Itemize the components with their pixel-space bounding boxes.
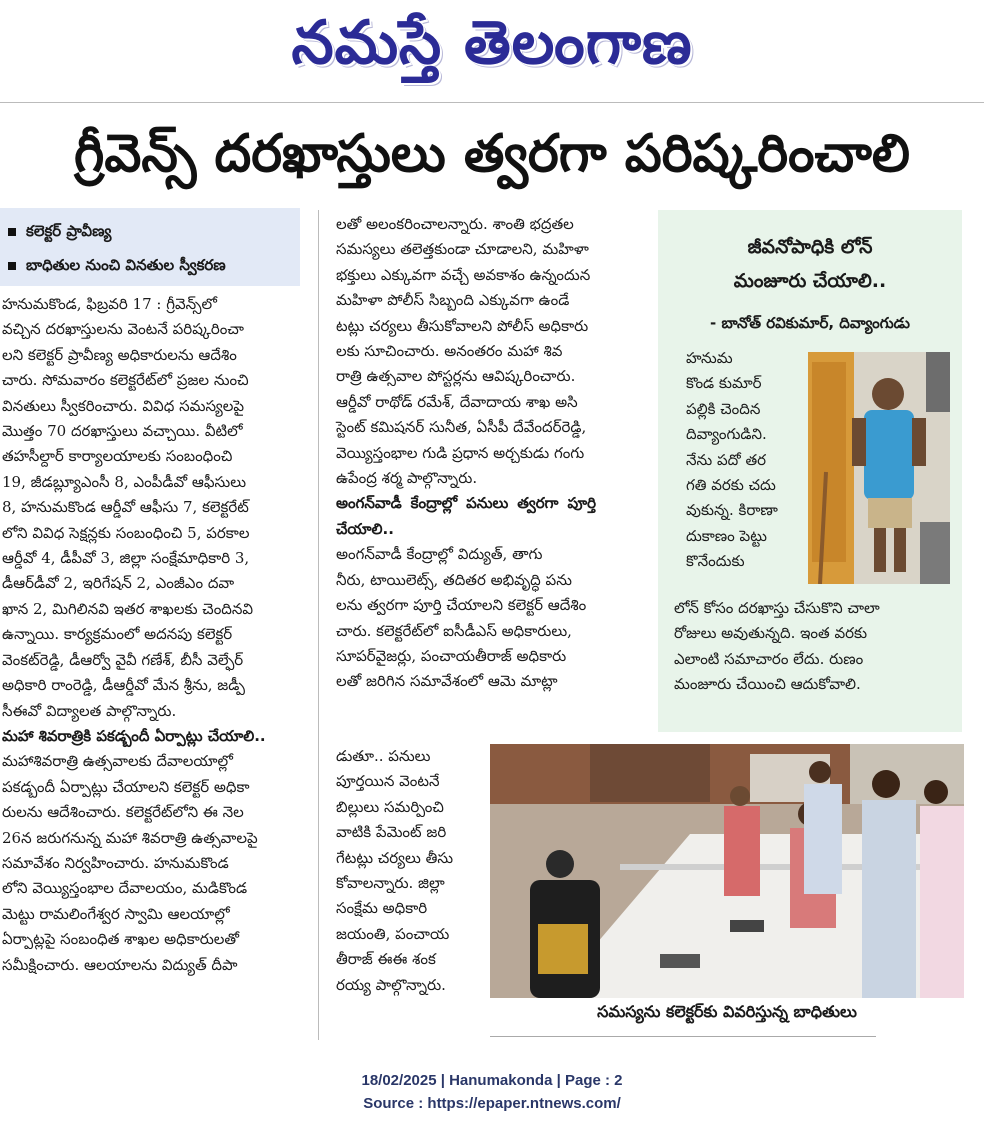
highlight-item: బాధితుల నుంచి వినతుల స్వీకరణ xyxy=(8,256,294,278)
highlights-box xyxy=(0,208,300,286)
headline: గ్రీవెన్స్ దరఖాస్తులు త్వరగా పరిష్కరించాలి xyxy=(74,124,910,184)
sidebar-heading: జీవనోపాధికి లోన్ మంజూరు చేయాలి.. xyxy=(733,236,887,292)
newspaper-logo: నమస్తే తెలంగాణ xyxy=(291,8,693,78)
article-column-2: లతో అలంకరించాలన్నారు. శాంతి భద్రతల సమస్యలు తలెత్తకుండా చూడాలని, మహిళా భక్తులు ఎక్కువగా వచ్చే అవకాశం ఉన్నందున మహిళా పోలీస్ సిబ్బంది ఎక్కువగా ఉండే టట్లు చర్యలు తీసుకోవాలని పోలీస్ అధికారు లకు సూచించారు. అనంతరం మహా శివ రాత్రి ఉత్సవాల పోస్టర్లను ఆవిష్కరించారు. ఆర్డీవో రాథోడ్ రమేశ్, దేవాదాయ శాఖ అసి స్టెంట్ కమిషనర్ సునీత, ఏసీపీ దేవేందర్‌రెడ్డి, వెయ్యిస్తంభాల గుడి ప్రధాన అర్చకుడు గంగు ఉపేంద్ర శర్మ పాల్గొన్నారు. అంగన్‌వాడీ కేంద్రాల్లో పనులు త్వరగా పూర్తి చేయాలి.. అంగన్‌వాడీ కేంద్రాల్లో విద్యుత్, తాగు నీరు, టాయిలెట్స్, తదితర అభివృద్ధి పను లను త్వరగా పూర్తి చేయాలని కలెక్టర్ ఆదేశిం చారు. కలెక్టరేట్‌లో ఐసీడీఎస్ అధికారులు, సూపర్‌వైజర్లు, పంచాయతీరాజ్ అధికారు లతో జరిగిన సమావేశంలో ఆమె మాట్లా xyxy=(336,215,596,691)
masthead xyxy=(0,0,984,100)
sidebar-box xyxy=(658,210,962,732)
article-column-1: హనుమకొండ, ఫిబ్రవరి 17 : గ్రీవెన్స్‌లో వచ్చిన దరఖాస్తులను వెంటనే పరిష్కరించా లని కలెక్టర్ ప్రావీణ్య అధికారులను ఆదేశిం చారు. సోమవారం కలెక్టరేట్‌లో ప్రజల నుంచి వినతులు స్వీకరించారు. వివిధ సమస్యలపై మొత్తం 70 దరఖాస్తులు వచ్చాయి. వీటిలో తహసీల్దార్ కార్యాలయాలకు సంబంధించి 19, జీడబ్ల్యూఎంసీ 8, ఎంపీడీవో ఆఫీసులు 8, హనుమకొండ ఆర్డీవో ఆఫీసు 7, కలెక్టరేట్ లోని వివిధ సెక్షన్లకు సంబంధించి 5, పరకాల ఆర్డీవో 4, డీపీవో 3, జిల్లా సంక్షేమాధికారి 3, డీఆర్‌డీవో 2, ఇరిగేషన్ 2, ఎంజీఎం దవా ఖాన 2, మిగిలినవి ఇతర శాఖలకు చెందినవి ఉన్నాయి. కార్యక్రమంలో అదనపు కలెక్టర్ వెంకట్‌రెడ్డి, డీఆర్వో వైవీ గణేశ్, బీసీ వెల్ఫేర్ అధికారి రాంరెడ్డి, డీఆర్డీవో మేన శ్రీను, జడ్పీ సీఈవో విద్యాలత పాల్గొన్నారు. మహా శివరాత్రికి పకడ్బందీ ఏర్పాట్లు చేయాలి.. మహాశివరాత్రి ఉత్సవాలకు దేవాలయాల్లో పకడ్బందీ ఏర్పాట్లు చేయాలని కలెక్టర్ అధికా రులను ఆదేశించారు. కలెక్టరేట్‌లోని ఈ నెల 26న జరుగనున్న మహా శివరాత్రి ఉత్సవాలపై సమావేశం నిర్వహించారు. హనుమకొండ లోని వెయ్యిస్తంభాల దేవాలయం, మడికొండ మెట్టు రామలింగేశ్వర స్వామి ఆలయాల్లో ఏర్పాట్లపై సంబంధిత శాఖల అధికారులతో సమీక్షించారు. ఆలయాలను విద్యుత్ దీపా xyxy=(2,292,302,978)
subheading: అంగన్‌వాడీ కేంద్రాల్లో పనులు త్వరగా పూర్తి చేయాలి.. xyxy=(336,494,596,538)
meeting-photo xyxy=(490,744,964,998)
caption-rule xyxy=(490,1036,876,1037)
highlight-item: కలెక్టర్ ప్రావీణ్య xyxy=(8,222,294,244)
sidebar-author: - బానోత్ రవికుమార్, దివ్యాంగుడు xyxy=(710,314,910,332)
article-column-2-wrap: డుతూ.. పనులు పూర్తయిన వెంటనే బిల్లులు సమర్పించి వాటికి పేమెంట్ జరి గేటట్లు చర్యలు తీసు కోవాలన్నారు. జిల్లా సంక్షేమ అధికారి జయంతి, పంచాయ తీరాజ్ ఈఈ శంక రయ్య పాల్గొన్నారు. xyxy=(336,747,454,994)
subheading: మహా శివరాత్రికి పకడ్బందీ ఏర్పాట్లు చేయాలి.. xyxy=(2,726,266,745)
sidebar-text: హనుమ కొండ కుమార్ పల్లికి చెందిన దివ్యాంగుడిని. నేను పదో తర గతి వరకు చదు వుకున్న. కిరాణా దుకాణం పెట్టు కొనేందుకు xyxy=(686,349,778,571)
divider xyxy=(0,102,984,103)
sidebar-text-continued: లోన్ కోసం దరఖాస్తు చేసుకొని చాలా రోజులు అవుతున్నది. ఇంత వరకు ఎలాంటి సమాచారం లేదు. రుణం మంజూరు చేయించి ఆదుకోవాలి. xyxy=(674,599,880,694)
bullet-icon xyxy=(8,262,16,270)
photo-caption: సమస్యను కలెక్టర్‌కు వివరిస్తున్న బాధితులు xyxy=(597,1002,857,1021)
column-divider xyxy=(318,210,319,1040)
footer-source-line[interactable]: Source : https://epaper.ntnews.com/ xyxy=(363,1095,621,1112)
portrait-photo xyxy=(808,352,950,584)
footer-date-line: 18/02/2025 | Hanumakonda | Page : 2 xyxy=(361,1072,623,1089)
bullet-icon xyxy=(8,228,16,236)
